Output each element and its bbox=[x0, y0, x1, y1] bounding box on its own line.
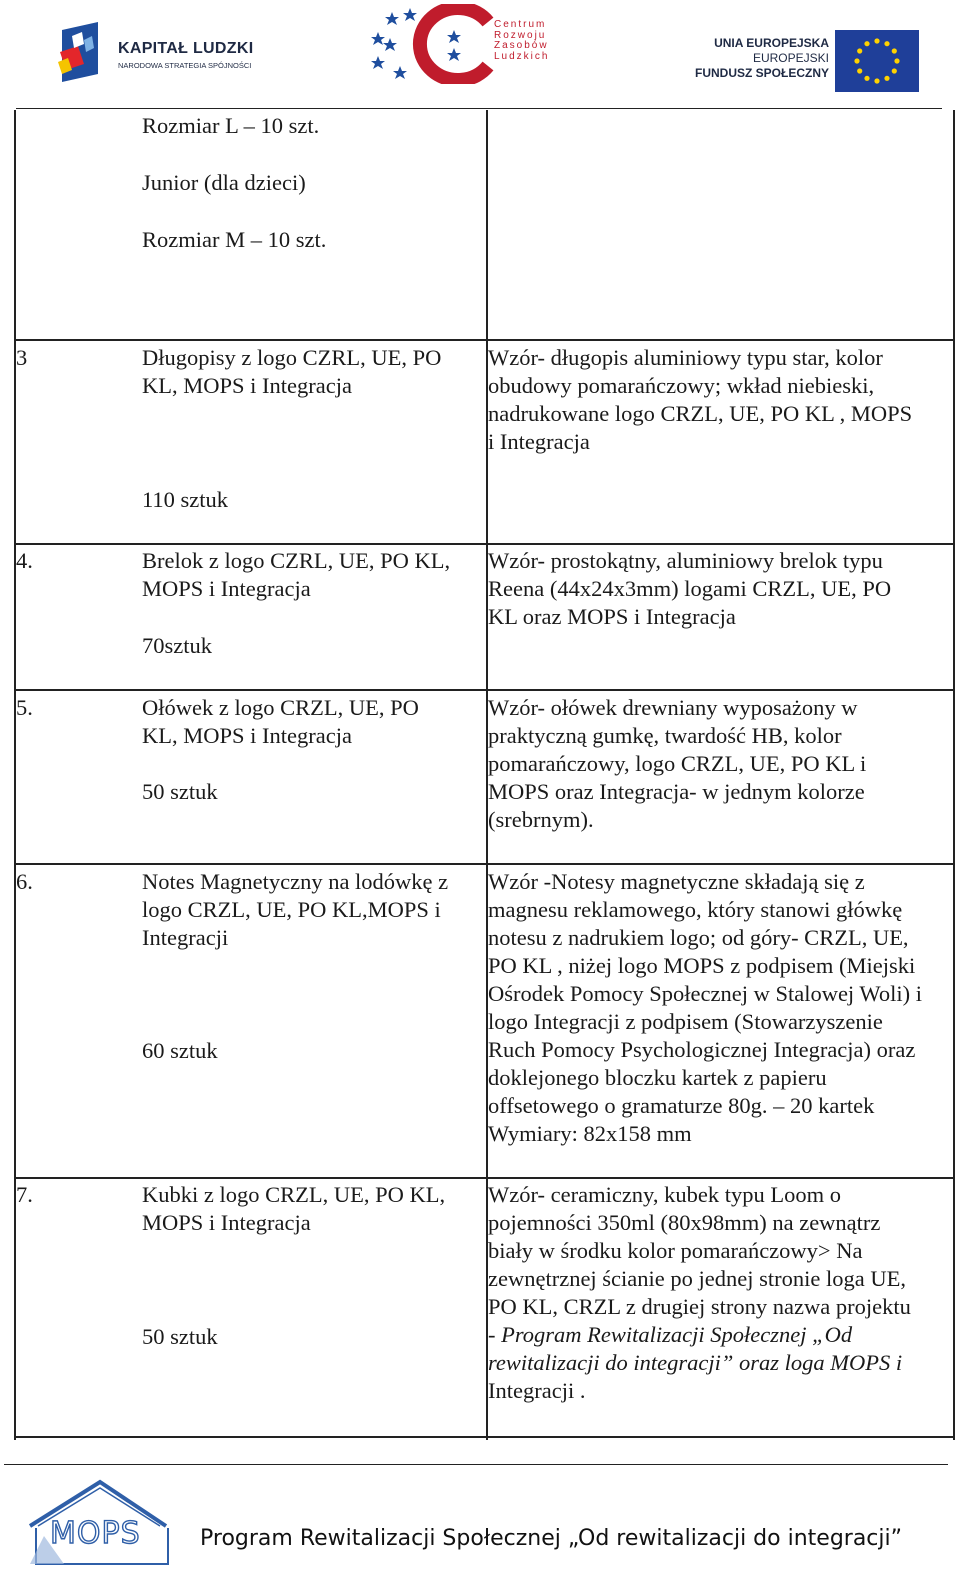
footer-program-title: Program Rewitalizacji Społecznej „Od rewitalizacji do integracji” bbox=[200, 1526, 903, 1551]
desc-line: zewnętrznej ścianie po jednej stronie loga UE, bbox=[488, 1266, 906, 1291]
qty-line: Rozmiar L – 10 szt. bbox=[142, 113, 320, 138]
item-quantity: 50 sztuk bbox=[142, 1324, 218, 1349]
desc-line: KL oraz MOPS i Integracja bbox=[488, 604, 736, 629]
crzl-name bbox=[494, 20, 549, 62]
table-border-right bbox=[953, 110, 955, 1440]
desc-line: notesu z nadrukiem logo; od góry- CRZL, UE, bbox=[488, 925, 909, 950]
name-line: MOPS i Integracja bbox=[142, 576, 311, 601]
desc-line: Integracji . bbox=[488, 1378, 586, 1403]
qty-line: Junior (dla dzieci) bbox=[142, 170, 306, 195]
desc-line: - Program Rewitalizacji Społecznej „Od bbox=[488, 1322, 853, 1347]
item-description bbox=[488, 344, 912, 456]
desc-line: pomarańczowy, logo CRZL, UE, PO KL i bbox=[488, 751, 867, 776]
name-line: Długopisy z logo CZRL, UE, PO bbox=[142, 345, 442, 370]
name-line: MOPS i Integracja bbox=[142, 1210, 311, 1235]
item-name bbox=[142, 1181, 445, 1237]
desc-line: pojemności 350ml (80x98mm) na zewnątrz bbox=[488, 1210, 881, 1235]
item-name bbox=[142, 344, 441, 400]
item-description bbox=[488, 694, 866, 834]
desc-line: Wzór- ołówek drewniany wyposażony w bbox=[488, 695, 858, 720]
item-quantity: 60 sztuk bbox=[142, 1038, 218, 1063]
mops-logo bbox=[24, 1476, 174, 1568]
desc-line: obudowy pomarańczowy; wkład niebieski, bbox=[488, 373, 875, 398]
table-border-bottom bbox=[14, 1436, 955, 1438]
eu-line3: FUNDUSZ SPOŁECZNY bbox=[694, 66, 829, 80]
mops-logo-text: MOPS bbox=[50, 1516, 141, 1551]
desc-line: PO KL , niżej logo MOPS z podpisem (Miejski bbox=[488, 953, 916, 978]
row-number: 4. bbox=[16, 548, 33, 573]
row-number: 6. bbox=[16, 869, 33, 894]
desc-line: PO KL, CRZL z drugiej strony nazwa projektu bbox=[488, 1294, 911, 1319]
desc-line: offsetowego o gramaturze 80g. – 20 kartek bbox=[488, 1093, 875, 1118]
crzl-emblem-icon bbox=[370, 4, 494, 84]
table-row bbox=[142, 112, 326, 255]
crzl-line: Zasobów bbox=[494, 40, 549, 51]
row-divider bbox=[14, 543, 955, 545]
desc-line: Wzór -Notesy magnetyczne składają się z bbox=[488, 869, 865, 894]
row-divider bbox=[14, 863, 955, 865]
desc-line: logo Integracji z podpisem (Stowarzyszenie bbox=[488, 1009, 883, 1034]
name-line: Integracji bbox=[142, 925, 229, 950]
name-line: KL, MOPS i Integracja bbox=[142, 373, 352, 398]
qty-line: Rozmiar M – 10 szt. bbox=[142, 227, 327, 252]
desc-line: Wzór- prostokątny, aluminiowy brelok typu bbox=[488, 548, 883, 573]
name-line: logo CRZL, UE, PO KL,MOPS i bbox=[142, 897, 441, 922]
desc-line: rewitalizacji do integracji” oraz loga MOPS i bbox=[488, 1350, 903, 1375]
kapital-ludzki-emblem-icon bbox=[58, 22, 104, 82]
row-divider bbox=[14, 689, 955, 691]
desc-line: praktyczną gumkę, twardość HB, kolor bbox=[488, 723, 842, 748]
desc-line: (srebrnym). bbox=[488, 807, 594, 832]
item-description bbox=[488, 1181, 911, 1405]
desc-line: i Integracja bbox=[488, 429, 590, 454]
row-number: 5. bbox=[16, 695, 33, 720]
footer-divider bbox=[4, 1464, 948, 1465]
desc-line: Ruch Pomocy Psychologicznej Integracja) oraz bbox=[488, 1037, 916, 1062]
item-name bbox=[142, 694, 419, 750]
kapital-ludzki-subtitle: NARODOWA STRATEGIA SPÓJNOŚCI bbox=[118, 61, 252, 70]
qty-line bbox=[142, 198, 326, 227]
items-table bbox=[14, 110, 955, 1440]
item-description bbox=[488, 868, 922, 1148]
name-line: Brelok z logo CZRL, UE, PO KL, bbox=[142, 548, 451, 573]
desc-line: biały w środku kolor pomarańczowy> Na bbox=[488, 1238, 863, 1263]
eu-logo bbox=[694, 30, 925, 92]
item-quantity: 110 sztuk bbox=[142, 487, 229, 512]
row-number: 3 bbox=[16, 345, 28, 370]
crzl-logo bbox=[370, 4, 570, 84]
kapital-ludzki-logo bbox=[58, 22, 288, 82]
desc-line: MOPS oraz Integracja- w jednym kolorze bbox=[488, 779, 865, 804]
item-description bbox=[488, 547, 891, 631]
desc-line: Wzór- długopis aluminiowy typu star, kolor bbox=[488, 345, 883, 370]
row-divider bbox=[14, 339, 955, 341]
crzl-line: Centrum bbox=[494, 19, 547, 30]
row-divider bbox=[14, 1177, 955, 1179]
kapital-ludzki-title: KAPITAŁ LUDZKI bbox=[118, 40, 254, 57]
qty-line bbox=[142, 141, 326, 170]
eu-text bbox=[695, 36, 829, 81]
item-name bbox=[142, 868, 448, 952]
eu-line1: UNIA EUROPEJSKA bbox=[714, 36, 829, 50]
table-border-left bbox=[14, 110, 16, 1440]
item-name bbox=[142, 547, 450, 603]
item-quantity: 50 sztuk bbox=[142, 779, 218, 804]
name-line: KL, MOPS i Integracja bbox=[142, 723, 352, 748]
crzl-line: Rozwoju bbox=[494, 29, 547, 41]
desc-line: Wzór- ceramiczny, kubek typu Loom o bbox=[488, 1182, 841, 1207]
desc-line: nadrukowane logo CRZL, UE, PO KL , MOPS bbox=[488, 401, 913, 426]
crzl-line: Ludzkich bbox=[494, 50, 550, 62]
row-number: 7. bbox=[16, 1182, 33, 1207]
eu-flag-icon bbox=[835, 30, 919, 92]
desc-line: doklejonego bloczku kartek z papieru bbox=[488, 1065, 827, 1090]
eu-line2: EUROPEJSKI bbox=[752, 51, 829, 65]
desc-line: magnesu reklamowego, który stanowi główkę bbox=[488, 897, 903, 922]
header-divider bbox=[16, 108, 942, 109]
name-line: Ołówek z logo CRZL, UE, PO bbox=[142, 695, 419, 720]
name-line: Notes Magnetyczny na lodówkę z bbox=[142, 869, 449, 894]
desc-line: Wymiary: 82x158 mm bbox=[488, 1121, 692, 1146]
item-quantity: 70sztuk bbox=[142, 633, 212, 658]
desc-line: Reena (44x24x3mm) logami CRZL, UE, PO bbox=[488, 576, 892, 601]
name-line: Kubki z logo CRZL, UE, PO KL, bbox=[142, 1182, 446, 1207]
desc-line: Ośrodek Pomocy Społecznej w Stalowej Woli) i bbox=[488, 981, 922, 1006]
page-header bbox=[0, 0, 960, 100]
